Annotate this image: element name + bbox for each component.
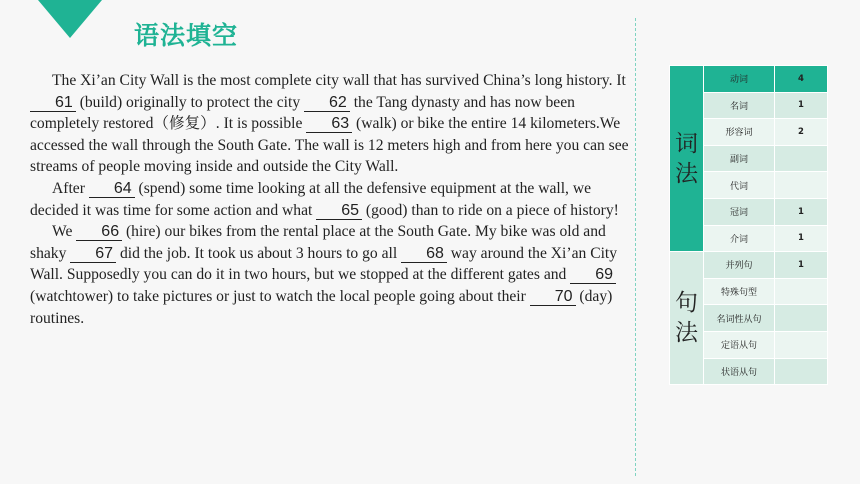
item-cell: 冠词 (704, 198, 775, 225)
blank-65[interactable]: 65 (316, 203, 362, 220)
paragraph-2: After 64 (spend) some time looking at all the defensive equipment at the wall, we decided it was time for some action and what 65 (good) than to ride on a piece of history! (30, 179, 619, 219)
cloze-passage (30, 70, 638, 329)
paragraph-3: We 66 (hire) our bikes from the rental place at the South Gate. My bike was old and shaky 67 did the job. It took us about 3 hours to go all 68 way around the Xi’an City Wall. Supposedly you can do it in two hours, but we stopped at the different gates and 69 (watchtower) to take pictures or just to watch the local people going about their 70 (day) routines. (30, 223, 618, 327)
blank-69[interactable]: 69 (570, 267, 616, 284)
item-cell: 特殊句型 (704, 278, 775, 305)
blank-67[interactable]: 67 (70, 246, 116, 263)
count-cell: 1 (775, 92, 828, 119)
blank-68[interactable]: 68 (401, 246, 447, 263)
corner-triangle-decoration (38, 0, 102, 38)
count-cell (775, 172, 828, 199)
count-cell (775, 278, 828, 305)
blank-66[interactable]: 66 (76, 224, 122, 241)
item-cell: 副词 (704, 145, 775, 172)
blank-64[interactable]: 64 (89, 181, 135, 198)
blank-61[interactable]: 61 (30, 95, 76, 112)
item-cell: 状语从句 (704, 358, 775, 385)
cifa-label: 词法 (670, 66, 704, 252)
item-cell: 名词性从句 (704, 305, 775, 332)
item-cell: 介词 (704, 225, 775, 252)
count-cell (775, 305, 828, 332)
item-cell: 动词 (704, 66, 775, 93)
blank-62[interactable]: 62 (304, 95, 350, 112)
blank-63[interactable]: 63 (306, 116, 352, 133)
count-cell: 1 (775, 198, 828, 225)
count-cell: 4 (775, 66, 828, 93)
table-row (670, 252, 828, 279)
page-title: 语法填空 (134, 21, 239, 50)
grammar-category-table (669, 65, 828, 385)
item-cell: 形容词 (704, 119, 775, 146)
count-cell: 2 (775, 119, 828, 146)
count-cell: 1 (775, 252, 828, 279)
jufa-label: 句法 (670, 252, 704, 385)
table-row (670, 66, 828, 93)
count-cell (775, 145, 828, 172)
item-cell: 代词 (704, 172, 775, 199)
item-cell: 并列句 (704, 252, 775, 279)
item-cell: 名词 (704, 92, 775, 119)
count-cell (775, 331, 828, 358)
blank-70[interactable]: 70 (530, 289, 576, 306)
count-cell: 1 (775, 225, 828, 252)
item-cell: 定语从句 (704, 331, 775, 358)
count-cell (775, 358, 828, 385)
paragraph-1: The Xi’an City Wall is the most complete city wall that has survived China’s long history. It 61 (build) originally to protect the city 62 the Tang dynasty and has now been completely restored（修复）. It is possible 63 (walk) or bike the entire 14 kilometers.We accessed the wall through the South Gate. The wall is 12 meters high and from here you can see streams of people moving inside and outside the City Wall. (30, 72, 629, 176)
